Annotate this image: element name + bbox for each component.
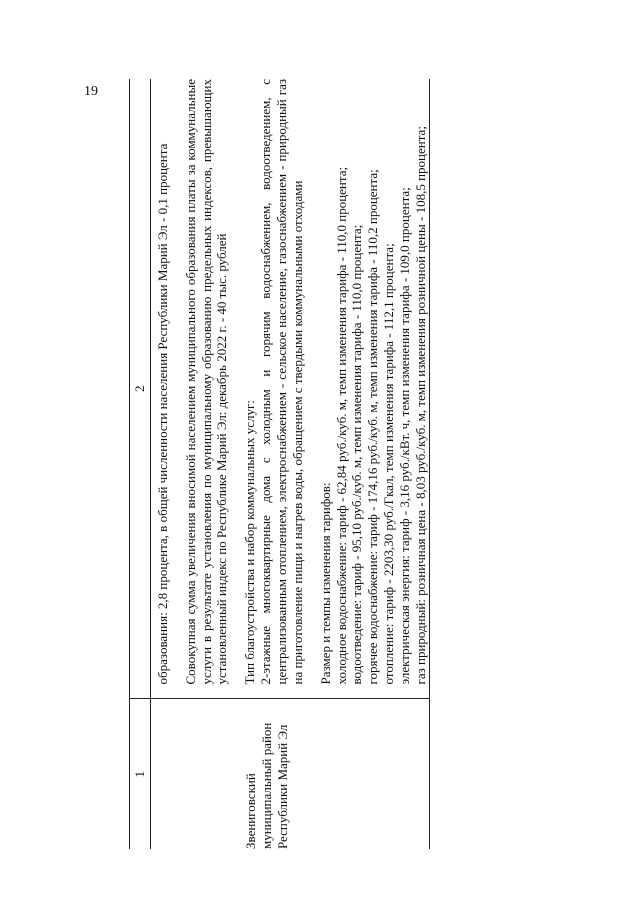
tariffs-heading: Размер и темпы изменения тарифов: [317, 482, 333, 685]
tariff-item: холодное водоснабжение: тариф - 62,84 руб./куб. м, темп изменения тарифа - 110,0 процента; [333, 166, 349, 685]
municipality-cell [242, 699, 428, 849]
table-top-border-line [429, 79, 430, 849]
column-header-1: 1 [130, 699, 151, 849]
tariff-table [129, 79, 429, 849]
table-cell-empty [150, 699, 242, 849]
services-cell [242, 79, 428, 699]
page-number: 19 [84, 84, 98, 99]
tariff-item: электрическая энергия: тариф - 3,16 руб./кВт. ч, темп изменения тарифа - 109,0 процента; [397, 187, 413, 685]
tariff-item: горячее водоснабжение: тариф - 174,16 руб./куб. м, темп изменения тарифа - 110,2 процента; [365, 169, 381, 685]
type-heading: Тип благоустройства и набор коммунальных услуг: [242, 400, 258, 685]
tariff-item: газ природный: розничная цена - 8,03 руб./куб. м, темп изменения розничной цены - 108,5 процента; [412, 126, 428, 685]
rotated-table-area [129, 79, 569, 849]
table-cell-continued [150, 79, 242, 699]
table-header-row [130, 79, 151, 849]
increase-sum-text: Совокупная сумма увеличения вносимой населением муниципального образования платы за коммунальные услуги в результате установления по муниципальному образованию предельных индексов, превышающих установленный индекс по Республике Марий Эл: декабрь 2022 г. - 40 тыс. рублей [182, 79, 230, 685]
tariff-item: отопление: тариф - 2203,30 руб./Гкал, темп изменения тарифа - 112,1 процента; [381, 243, 397, 685]
table-row-continued [150, 79, 242, 849]
table-row-zvenigovsky [242, 79, 428, 849]
continued-text: образования: 2,8 процента, в общей численности населения Республики Марий Эл - 0,1 процента [154, 143, 170, 685]
type-text: 2-этажные многоквартирные дома с холодным и горячим водоснабжением, водоотведением, с централизованным отоплением, электроснабжением - сельское население, газоснабжением - природный газ на приготовление пищи и нагрев воды, обращением с твердыми коммунальными отходами [258, 79, 305, 685]
tariff-item: водоотведение: тариф - 95,10 руб./куб. м, темп изменения тарифа - 110,0 процента; [349, 224, 365, 685]
column-header-2: 2 [130, 79, 151, 699]
municipality-name: Звениговский муниципальный район Республики Марий Эл [243, 722, 291, 849]
